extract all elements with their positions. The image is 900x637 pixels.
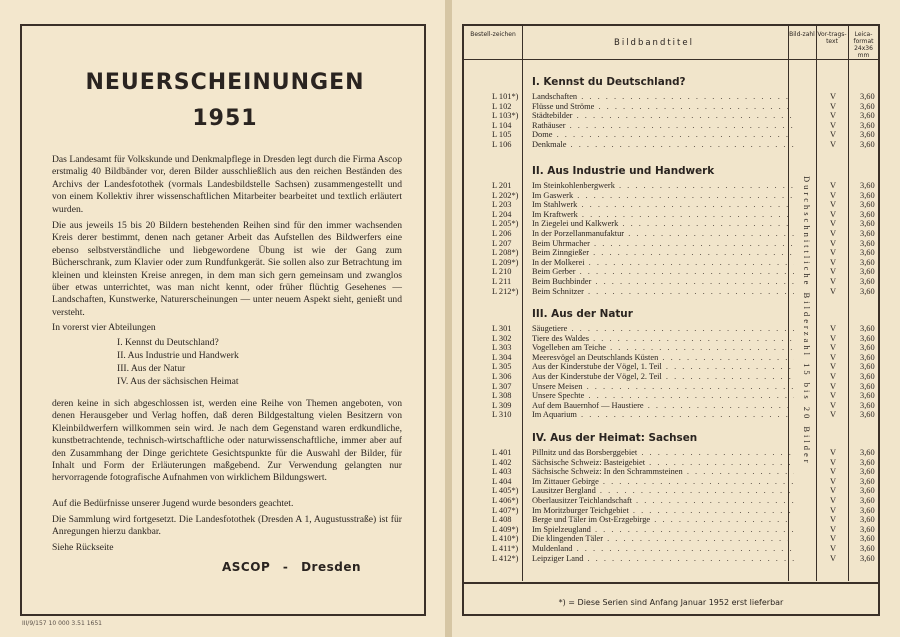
series-title: Dome . . . (532, 130, 794, 140)
table-row (464, 191, 878, 201)
price: 3,60 (860, 486, 875, 496)
lecture-text-mark: V (830, 130, 837, 140)
table-row (464, 477, 878, 487)
price: 3,60 (860, 400, 875, 410)
order-code: L 403 (492, 467, 512, 477)
lecture-text-mark: V (830, 333, 837, 343)
print-note: III/9/157 10 000 3.51 1651 (22, 620, 102, 627)
order-code: L 412*) (492, 553, 519, 563)
series-title: In der Molkerei . . . (532, 258, 794, 268)
lecture-text-mark: V (830, 200, 837, 210)
table-row (464, 248, 878, 258)
price: 3,60 (860, 229, 875, 238)
series-title: Im Gaswerk . . . (532, 191, 794, 201)
table-row (464, 267, 878, 277)
table-row (464, 534, 878, 544)
price: 3,60 (860, 553, 875, 563)
lecture-text-mark: V (830, 362, 837, 372)
series-title: Aus der Kinderstube der Vögel, 2. Teil . . . (532, 372, 794, 382)
table-row (464, 102, 878, 112)
order-code: L 409*) (492, 524, 519, 534)
lecture-text-mark: V (830, 343, 837, 353)
order-code: L 212*) (492, 286, 519, 296)
price: 3,60 (860, 219, 875, 229)
table-row (464, 554, 878, 564)
price: 3,60 (860, 476, 875, 486)
header-leica-format: Leica-format 24x36 mm (853, 31, 874, 59)
lecture-text-mark: V (830, 467, 837, 477)
price: 3,60 (860, 391, 875, 401)
price: 3,60 (860, 140, 875, 149)
series-title: Unsere Spechte . . . (532, 391, 794, 401)
table-row (464, 121, 878, 131)
table-row (464, 496, 878, 506)
lecture-text-mark: V (830, 111, 837, 121)
section-heading: III. Aus der Natur (532, 308, 633, 320)
series-title: Vogelleben am Teiche . . . (532, 343, 794, 353)
footnote-divider (464, 582, 878, 584)
table-row (464, 467, 878, 477)
price: 3,60 (860, 324, 875, 333)
table-row (464, 410, 878, 420)
series-title: Im Aquarium . . . (532, 410, 794, 420)
table-row (464, 353, 878, 363)
price: 3,60 (860, 92, 875, 101)
price: 3,60 (860, 333, 875, 343)
lecture-text-mark: V (830, 524, 837, 534)
price: 3,60 (860, 120, 875, 130)
lecture-text-mark: V (830, 372, 837, 381)
price: 3,60 (860, 534, 875, 544)
table-row (464, 130, 878, 140)
lecture-text-mark: V (830, 140, 837, 149)
section-heading: II. Aus Industrie und Handwerk (532, 165, 715, 177)
order-code: L 404 (492, 476, 512, 486)
lecture-text-mark: V (830, 505, 837, 515)
series-title: In Ziegelei und Kalkwerk . . . (532, 219, 794, 229)
table-row (464, 515, 878, 525)
order-code: L 310 (492, 410, 512, 420)
table-row (464, 391, 878, 401)
price: 3,60 (860, 257, 875, 267)
series-title: Berge und Täler im Ost-Erzgebirge . . . (532, 515, 794, 525)
lecture-text-mark: V (830, 400, 837, 410)
series-title: Beim Gerber . . . (532, 267, 794, 277)
intro-paragraph: Das Landesamt für Volkskunde und Denkmalpflege in Dresden legt durch die Firma Ascop erstmalig 40 Bildbänder vor, deren Bilder ausschließlich aus den reichen Beständen des Archivs der Landesfotothek (vormals Landesbildstelle Sachsen) zusammengestellt und von einem Kollektiv ihrer wissenschaftlichen Mitarbeiter bearbeitet und textlich erläutert wurden. (52, 154, 402, 215)
order-code: L 411*) (492, 544, 519, 553)
publisher-signature: ASCOP - Dresden (222, 560, 361, 574)
table-row (464, 140, 878, 150)
price: 3,60 (860, 130, 875, 140)
table-row (464, 544, 878, 554)
series-title: Denkmale . . . (532, 140, 794, 150)
order-code: L 204 (492, 209, 512, 219)
order-code: L 208*) (492, 248, 519, 258)
series-title: Tiere des Waldes . . . (532, 334, 794, 344)
order-code: L 308 (492, 391, 512, 401)
series-title: Muldenland . . . (532, 544, 794, 554)
table-row (464, 324, 878, 334)
series-title: Im Kraftwerk . . . (532, 210, 794, 220)
order-code: L 407*) (492, 505, 519, 515)
table-row (464, 200, 878, 210)
price: 3,60 (860, 505, 875, 515)
series-title: Sächsische Schweiz: Basteigebiet . . . (532, 458, 794, 468)
series-title: Im Spielzeugland . . . (532, 525, 794, 535)
order-code: L 207 (492, 238, 512, 248)
series-title: In der Porzellanmanufaktur . . . (532, 229, 794, 239)
catalog-table (462, 24, 880, 616)
price: 3,60 (860, 267, 875, 277)
order-code: L 408 (492, 515, 512, 525)
lecture-text-mark: V (830, 476, 837, 486)
series-title: Pillnitz und das Borsberggebiet . . . (532, 448, 794, 458)
table-row (464, 334, 878, 344)
lecture-text-mark: V (830, 277, 837, 286)
table-row (464, 372, 878, 382)
order-code: L 206 (492, 229, 512, 238)
series-title: Leipziger Land . . . (532, 554, 794, 564)
table-row (464, 219, 878, 229)
order-code: L 203 (492, 200, 512, 210)
lecture-text-mark: V (830, 190, 837, 200)
vertical-image-count-note: Durchschnittliche Bilderzahl 15 bis 20 Bilder (802, 176, 812, 466)
series-title: Beim Uhrmacher . . . (532, 239, 794, 249)
lecture-text-mark: V (830, 219, 837, 229)
series-title: Landschaften . . . (532, 92, 794, 102)
series-title: Beim Buchbinder . . . (532, 277, 794, 287)
lecture-text-mark: V (830, 286, 837, 296)
price: 3,60 (860, 410, 875, 420)
lecture-text-mark: V (830, 410, 837, 420)
price: 3,60 (860, 448, 875, 457)
lecture-text-mark: V (830, 324, 837, 333)
order-code: L 306 (492, 372, 512, 381)
purpose-paragraph: Die aus jeweils 15 bis 20 Bildern bestehenden Reihen sind für den immer wachsenden Kreis derer bestimmt, denen nach getaner Arbeit das Aufstellen des Bildwerfers eine ebenso selbstverständliche und liebgewordene Übung ist wie der Gang zum Bücherschrank, zum Klavier oder zum Rundfunkgerät. Sie sollen also zur Betrachtung im kleinen und kleinsten Kreise anregen, in dem man sich gern gemeinsam und zwanglos über etwas unterrichtet, was man nicht kennt, oder früher flüchtig Gesehenes — Landschaften, Kunstwerke, Naturerscheinungen — unter neuem Aspekt sieht, genießt und versteht. (52, 220, 402, 318)
lecture-text-mark: V (830, 544, 837, 553)
header-title: Bildbandtitel (614, 38, 694, 48)
youth-note: Auf die Bedürfnisse unserer Jugend wurde besonders geachtet. (52, 498, 294, 509)
table-row (464, 111, 878, 121)
lecture-text-mark: V (830, 120, 837, 130)
lecture-text-mark: V (830, 267, 837, 277)
page-gutter (445, 0, 452, 637)
header-order-code: Bestell-zeichen (470, 31, 516, 38)
page-title: NEUERSCHEINUNGEN (85, 70, 365, 95)
section-list-item: IV. Aus der sächsischen Heimat (117, 376, 239, 387)
table-row (464, 362, 878, 372)
table-row (464, 506, 878, 516)
price: 3,60 (860, 524, 875, 534)
table-row (464, 258, 878, 268)
table-row (464, 210, 878, 220)
order-code: L 307 (492, 381, 512, 391)
price: 3,60 (860, 248, 875, 258)
series-title: Lausitzer Bergland . . . (532, 486, 794, 496)
order-code: L 103*) (492, 111, 519, 121)
series-title: Die klingenden Täler . . . (532, 534, 794, 544)
order-code: L 402 (492, 457, 512, 467)
price: 3,60 (860, 181, 875, 190)
series-title: Städtebilder . . . (532, 111, 794, 121)
lecture-text-mark: V (830, 553, 837, 563)
order-code: L 205*) (492, 219, 519, 229)
right-page (452, 0, 900, 637)
price: 3,60 (860, 111, 875, 121)
order-code: L 302 (492, 333, 512, 343)
table-row (464, 277, 878, 287)
section-list-item: I. Kennst du Deutschland? (117, 337, 219, 348)
lecture-text-mark: V (830, 257, 837, 267)
table-row (464, 92, 878, 102)
price: 3,60 (860, 286, 875, 296)
table-row (464, 239, 878, 249)
lecture-text-mark: V (830, 181, 837, 190)
lecture-text-mark: V (830, 534, 837, 544)
price: 3,60 (860, 238, 875, 248)
series-title: Auf dem Bauernhof — Haustiere . . . (532, 401, 794, 411)
order-code: L 202*) (492, 190, 519, 200)
order-code: L 401 (492, 448, 512, 457)
series-title: Im Steinkohlenbergwerk . . . (532, 181, 794, 191)
lecture-text-mark: V (830, 515, 837, 525)
order-code: L 406*) (492, 496, 519, 505)
description-paragraph: deren keine in sich abgeschlossen ist, werden eine Reihe von Themen angeboten, von denen Herausgeber und Verlag hoffen, daß deren Bildgestaltung vielen Besitzern von Kleinbildwerfern willkommen sein wird. Je nach dem Gegenstand waren erdkundliche, kunstbetrachtende, technisch-wirtschaftliche oder naturwissenschaftliche, immer aber auf den Zusammhang der Dinge gerichtete Gesichtspunkte für die Auswahl der Bilder, für Inhalt und Form der Erläuterungen maßgebend. Zur Verwendung gelangten nur hervorragende fotografische Aufnahmen von wirklichem Bildungswert. (52, 398, 402, 484)
order-code: L 301 (492, 324, 512, 333)
series-title: Flüsse und Ströme . . . (532, 102, 794, 112)
price: 3,60 (860, 372, 875, 381)
footnote: *) = Diese Serien sind Anfang Januar 1952 erst lieferbar (558, 598, 784, 607)
lecture-text-mark: V (830, 238, 837, 248)
page-year: 1951 (192, 106, 258, 131)
order-code: L 209*) (492, 257, 519, 267)
order-code: L 211 (492, 277, 512, 286)
series-title: Im Zittauer Gebirge . . . (532, 477, 794, 487)
lecture-text-mark: V (830, 92, 837, 101)
table-row (464, 343, 878, 353)
series-title: Beim Schnitzer . . . (532, 287, 794, 297)
lecture-text-mark: V (830, 229, 837, 238)
table-row (464, 287, 878, 297)
lecture-text-mark: V (830, 352, 837, 362)
header-image-count: Bild-zahl (789, 31, 815, 38)
order-code: L 305 (492, 362, 512, 372)
series-title: Sächsische Schweiz: In den Schrammsteinen . . . (532, 467, 794, 477)
order-code: L 102 (492, 101, 512, 111)
lecture-text-mark: V (830, 381, 837, 391)
order-code: L 101*) (492, 92, 519, 101)
order-code: L 303 (492, 343, 512, 353)
series-title: Oberlausitzer Teichlandschaft . . . (532, 496, 794, 506)
price: 3,60 (860, 467, 875, 477)
order-code: L 304 (492, 352, 512, 362)
order-code: L 410*) (492, 534, 519, 544)
section-heading: IV. Aus der Heimat: Sachsen (532, 432, 698, 444)
section-list-item: II. Aus Industrie und Handwerk (117, 350, 239, 361)
section-heading: I. Kennst du Deutschland? (532, 76, 686, 88)
series-title: Säugetiere . . . (532, 324, 794, 334)
left-frame (20, 24, 426, 616)
order-code: L 210 (492, 267, 512, 277)
left-page (0, 0, 445, 637)
lecture-text-mark: V (830, 101, 837, 111)
section-list-item: III. Aus der Natur (117, 363, 186, 374)
see-reverse-note: Siehe Rückseite (52, 542, 114, 553)
order-code: L 405*) (492, 486, 519, 496)
table-row (464, 525, 878, 535)
order-code: L 309 (492, 400, 512, 410)
series-title: Im Stahlwerk . . . (532, 200, 794, 210)
price: 3,60 (860, 200, 875, 210)
price: 3,60 (860, 343, 875, 353)
price: 3,60 (860, 496, 875, 505)
price: 3,60 (860, 352, 875, 362)
order-code: L 106 (492, 140, 512, 149)
sections-intro: In vorerst vier Abteilungen (52, 322, 156, 333)
series-title: Unsere Meisen . . . (532, 382, 794, 392)
table-row (464, 229, 878, 239)
series-title: Im Moritzburger Teichgebiet . . . (532, 506, 794, 516)
price: 3,60 (860, 190, 875, 200)
price: 3,60 (860, 515, 875, 525)
series-title: Meeresvögel an Deutschlands Küsten . . . (532, 353, 794, 363)
order-code: L 105 (492, 130, 512, 140)
table-row (464, 181, 878, 191)
lecture-text-mark: V (830, 391, 837, 401)
series-title: Beim Zinngießer . . . (532, 248, 794, 258)
lecture-text-mark: V (830, 248, 837, 258)
price: 3,60 (860, 277, 875, 286)
price: 3,60 (860, 457, 875, 467)
table-row (464, 448, 878, 458)
header-lecture-text: Vor-trags-text (817, 31, 847, 45)
lecture-text-mark: V (830, 209, 837, 219)
lecture-text-mark: V (830, 486, 837, 496)
table-row (464, 382, 878, 392)
table-row (464, 458, 878, 468)
price: 3,60 (860, 544, 875, 553)
order-code: L 201 (492, 181, 512, 190)
lecture-text-mark: V (830, 457, 837, 467)
table-row (464, 401, 878, 411)
lecture-text-mark: V (830, 496, 837, 505)
continuation-note: Die Sammlung wird fortgesetzt. Die Landesfotothek (Dresden A 1, Augustusstraße) ist für Anregungen hierzu dankbar. (52, 514, 402, 538)
price: 3,60 (860, 209, 875, 219)
series-title: Rathäuser . . . (532, 121, 794, 131)
table-row (464, 486, 878, 496)
price: 3,60 (860, 362, 875, 372)
series-title: Aus der Kinderstube der Vögel, 1. Teil . . . (532, 362, 794, 372)
price: 3,60 (860, 381, 875, 391)
order-code: L 104 (492, 120, 512, 130)
lecture-text-mark: V (830, 448, 837, 457)
price: 3,60 (860, 101, 875, 111)
